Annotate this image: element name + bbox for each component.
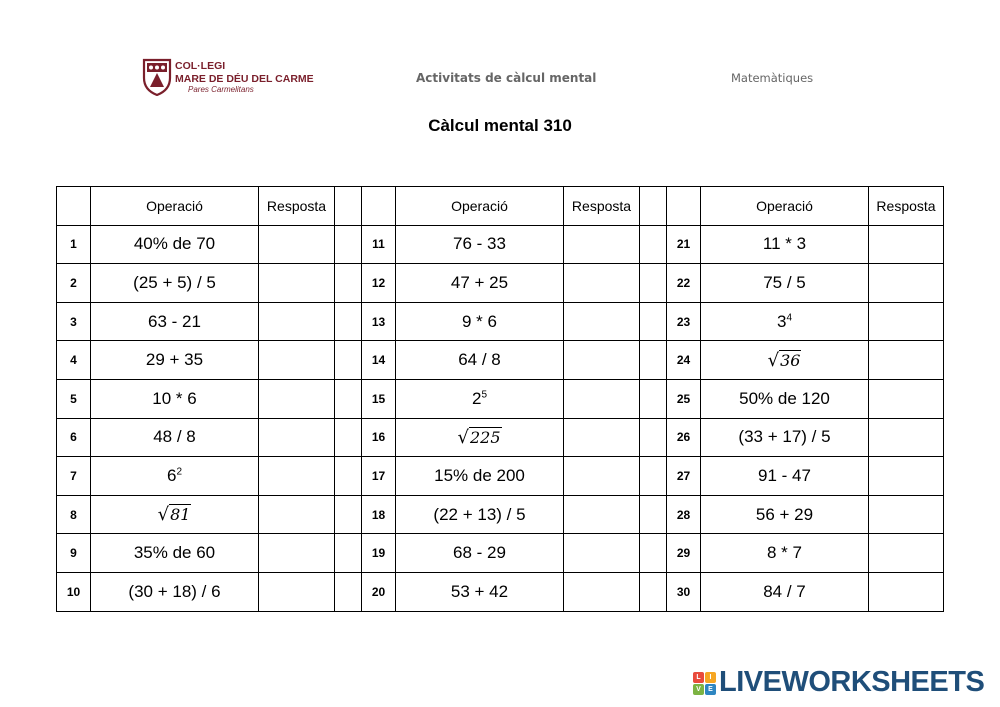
exercise-operation: (22 + 13) / 5 [396, 495, 564, 534]
liveworksheets-brand: LIVEWORKSHEETS [719, 666, 985, 698]
answer-cell[interactable] [869, 379, 944, 418]
header-operation: Operació [701, 187, 869, 226]
table-row [57, 264, 944, 303]
exercise-number: 17 [362, 457, 396, 496]
exercise-operation [91, 495, 259, 534]
exercise-number: 8 [57, 495, 91, 534]
answer-cell[interactable] [259, 225, 335, 264]
liveworksheets-blocks-icon [693, 672, 717, 696]
answer-cell[interactable] [259, 264, 335, 303]
column-spacer [640, 457, 667, 496]
answer-cell[interactable] [259, 341, 335, 380]
exercise-operation: 10 * 6 [91, 379, 259, 418]
answer-cell[interactable] [869, 341, 944, 380]
exercise-number: 11 [362, 225, 396, 264]
exercise-operation [701, 341, 869, 380]
exercise-number: 3 [57, 302, 91, 341]
answer-cell[interactable] [869, 534, 944, 573]
exercise-operation: 8 * 7 [701, 534, 869, 573]
exercise-operation [701, 302, 869, 341]
column-spacer [335, 572, 362, 611]
table-row [57, 457, 944, 496]
answer-cell[interactable] [564, 379, 640, 418]
exercise-operation: (25 + 5) / 5 [91, 264, 259, 303]
exercise-number: 7 [57, 457, 91, 496]
exercise-number: 5 [57, 379, 91, 418]
column-spacer [640, 379, 667, 418]
answer-cell[interactable] [869, 495, 944, 534]
school-crest-icon [142, 56, 172, 96]
exercise-operation [396, 418, 564, 457]
liveworksheets-block: L [693, 672, 704, 683]
exercise-number: 30 [667, 572, 701, 611]
column-spacer [640, 418, 667, 457]
answer-cell[interactable] [259, 302, 335, 341]
exercise-number: 13 [362, 302, 396, 341]
column-spacer [335, 495, 362, 534]
square-root-icon: √ [157, 504, 170, 526]
exercise-number: 9 [57, 534, 91, 573]
exercise-operation [91, 457, 259, 496]
exercise-number: 20 [362, 572, 396, 611]
exercise-number: 10 [57, 572, 91, 611]
exercise-operation [396, 379, 564, 418]
header-number-cell [362, 187, 396, 226]
answer-cell[interactable] [869, 418, 944, 457]
power-base: 2 [471, 388, 482, 408]
radicand: 225 [469, 427, 501, 447]
header-operation: Operació [396, 187, 564, 226]
square-root-expression [457, 428, 501, 447]
column-spacer [640, 264, 667, 303]
column-spacer [640, 187, 667, 226]
column-spacer [335, 534, 362, 573]
square-root-expression [158, 505, 192, 524]
answer-cell[interactable] [869, 572, 944, 611]
power-exponent: 4 [786, 311, 793, 323]
answer-cell[interactable] [564, 457, 640, 496]
exercise-number: 25 [667, 379, 701, 418]
exercise-number: 29 [667, 534, 701, 573]
exercise-operation: 91 - 47 [701, 457, 869, 496]
column-spacer [640, 495, 667, 534]
column-spacer [640, 534, 667, 573]
answer-cell[interactable] [564, 341, 640, 380]
calculation-table [56, 186, 944, 612]
exercise-number: 23 [667, 302, 701, 341]
activity-label: Activitats de càlcul mental [416, 71, 597, 85]
page-title: Càlcul mental 310 [428, 116, 572, 135]
exercise-operation: 48 / 8 [91, 418, 259, 457]
liveworksheets-block: V [693, 684, 704, 695]
answer-cell[interactable] [564, 225, 640, 264]
exercise-operation: (33 + 17) / 5 [701, 418, 869, 457]
exercise-operation: 35% de 60 [91, 534, 259, 573]
exercise-operation: 68 - 29 [396, 534, 564, 573]
exercise-operation: 63 - 21 [91, 302, 259, 341]
power-exponent: 2 [176, 466, 183, 478]
exercise-number: 14 [362, 341, 396, 380]
column-spacer [335, 187, 362, 226]
exercise-operation: 64 / 8 [396, 341, 564, 380]
exercise-number: 27 [667, 457, 701, 496]
exercise-operation: 15% de 200 [396, 457, 564, 496]
radicand: 81 [170, 505, 191, 525]
column-spacer [640, 341, 667, 380]
exercise-number: 18 [362, 495, 396, 534]
table-row [57, 225, 944, 264]
exercise-number: 4 [57, 341, 91, 380]
answer-cell[interactable] [259, 534, 335, 573]
exercise-operation: 84 / 7 [701, 572, 869, 611]
answer-cell[interactable] [869, 302, 944, 341]
liveworksheets-block: E [705, 684, 716, 695]
column-spacer [640, 225, 667, 264]
answer-cell[interactable] [259, 418, 335, 457]
school-name-line3: Pares Carmelitans [188, 85, 254, 94]
power-base: 6 [166, 465, 177, 485]
exercise-operation: 75 / 5 [701, 264, 869, 303]
answer-cell[interactable] [564, 495, 640, 534]
exercise-number: 28 [667, 495, 701, 534]
column-spacer [640, 302, 667, 341]
exercise-number: 6 [57, 418, 91, 457]
header-answer: Resposta [259, 187, 335, 226]
answer-cell[interactable] [259, 379, 335, 418]
table-row [57, 534, 944, 573]
exercise-number: 15 [362, 379, 396, 418]
column-spacer [335, 457, 362, 496]
answer-cell[interactable] [869, 225, 944, 264]
exercise-operation: 9 * 6 [396, 302, 564, 341]
table-row [57, 495, 944, 534]
square-root-expression [768, 351, 802, 370]
exercise-number: 1 [57, 225, 91, 264]
school-logo [142, 56, 312, 98]
school-name-line1: COL·LEGI [175, 60, 226, 72]
exercise-number: 12 [362, 264, 396, 303]
table-row [57, 418, 944, 457]
exercise-number: 19 [362, 534, 396, 573]
answer-cell[interactable] [259, 457, 335, 496]
answer-cell[interactable] [259, 495, 335, 534]
answer-cell[interactable] [564, 418, 640, 457]
radicand: 36 [780, 350, 801, 370]
exercise-operation: 76 - 33 [396, 225, 564, 264]
table-row [57, 341, 944, 380]
header-operation: Operació [91, 187, 259, 226]
header-number-cell [57, 187, 91, 226]
column-spacer [335, 418, 362, 457]
answer-cell[interactable] [869, 457, 944, 496]
subject-label: Matemàtiques [731, 71, 814, 85]
exercise-operation: 29 + 35 [91, 341, 259, 380]
power-exponent: 5 [481, 389, 488, 401]
answer-cell[interactable] [564, 572, 640, 611]
exercise-operation: 11 * 3 [701, 225, 869, 264]
answer-cell[interactable] [259, 572, 335, 611]
column-spacer [335, 341, 362, 380]
exercise-operation: 40% de 70 [91, 225, 259, 264]
table-header-row [57, 187, 944, 226]
answer-cell[interactable] [564, 534, 640, 573]
exercise-number: 22 [667, 264, 701, 303]
header-answer: Resposta [869, 187, 944, 226]
header-answer: Resposta [564, 187, 640, 226]
square-root-icon: √ [767, 349, 780, 371]
school-name-line2: MARE DE DÉU DEL CARME [175, 73, 314, 85]
answer-cell[interactable] [564, 302, 640, 341]
exercise-number: 24 [667, 341, 701, 380]
table-row [57, 379, 944, 418]
header-number-cell [667, 187, 701, 226]
exercise-operation: 56 + 29 [701, 495, 869, 534]
liveworksheets-block: I [705, 672, 716, 683]
column-spacer [335, 264, 362, 303]
exercise-number: 26 [667, 418, 701, 457]
column-spacer [335, 379, 362, 418]
exercise-operation: 50% de 120 [701, 379, 869, 418]
power-base: 3 [776, 311, 787, 331]
answer-cell[interactable] [564, 264, 640, 303]
square-root-icon: √ [457, 426, 469, 448]
exercise-number: 21 [667, 225, 701, 264]
exercise-number: 2 [57, 264, 91, 303]
column-spacer [640, 572, 667, 611]
exercise-number: 16 [362, 418, 396, 457]
exercise-operation: (30 + 18) / 6 [91, 572, 259, 611]
column-spacer [335, 225, 362, 264]
exercise-operation: 53 + 42 [396, 572, 564, 611]
exercise-operation: 47 + 25 [396, 264, 564, 303]
column-spacer [335, 302, 362, 341]
table-row [57, 302, 944, 341]
table-row [57, 572, 944, 611]
answer-cell[interactable] [869, 264, 944, 303]
